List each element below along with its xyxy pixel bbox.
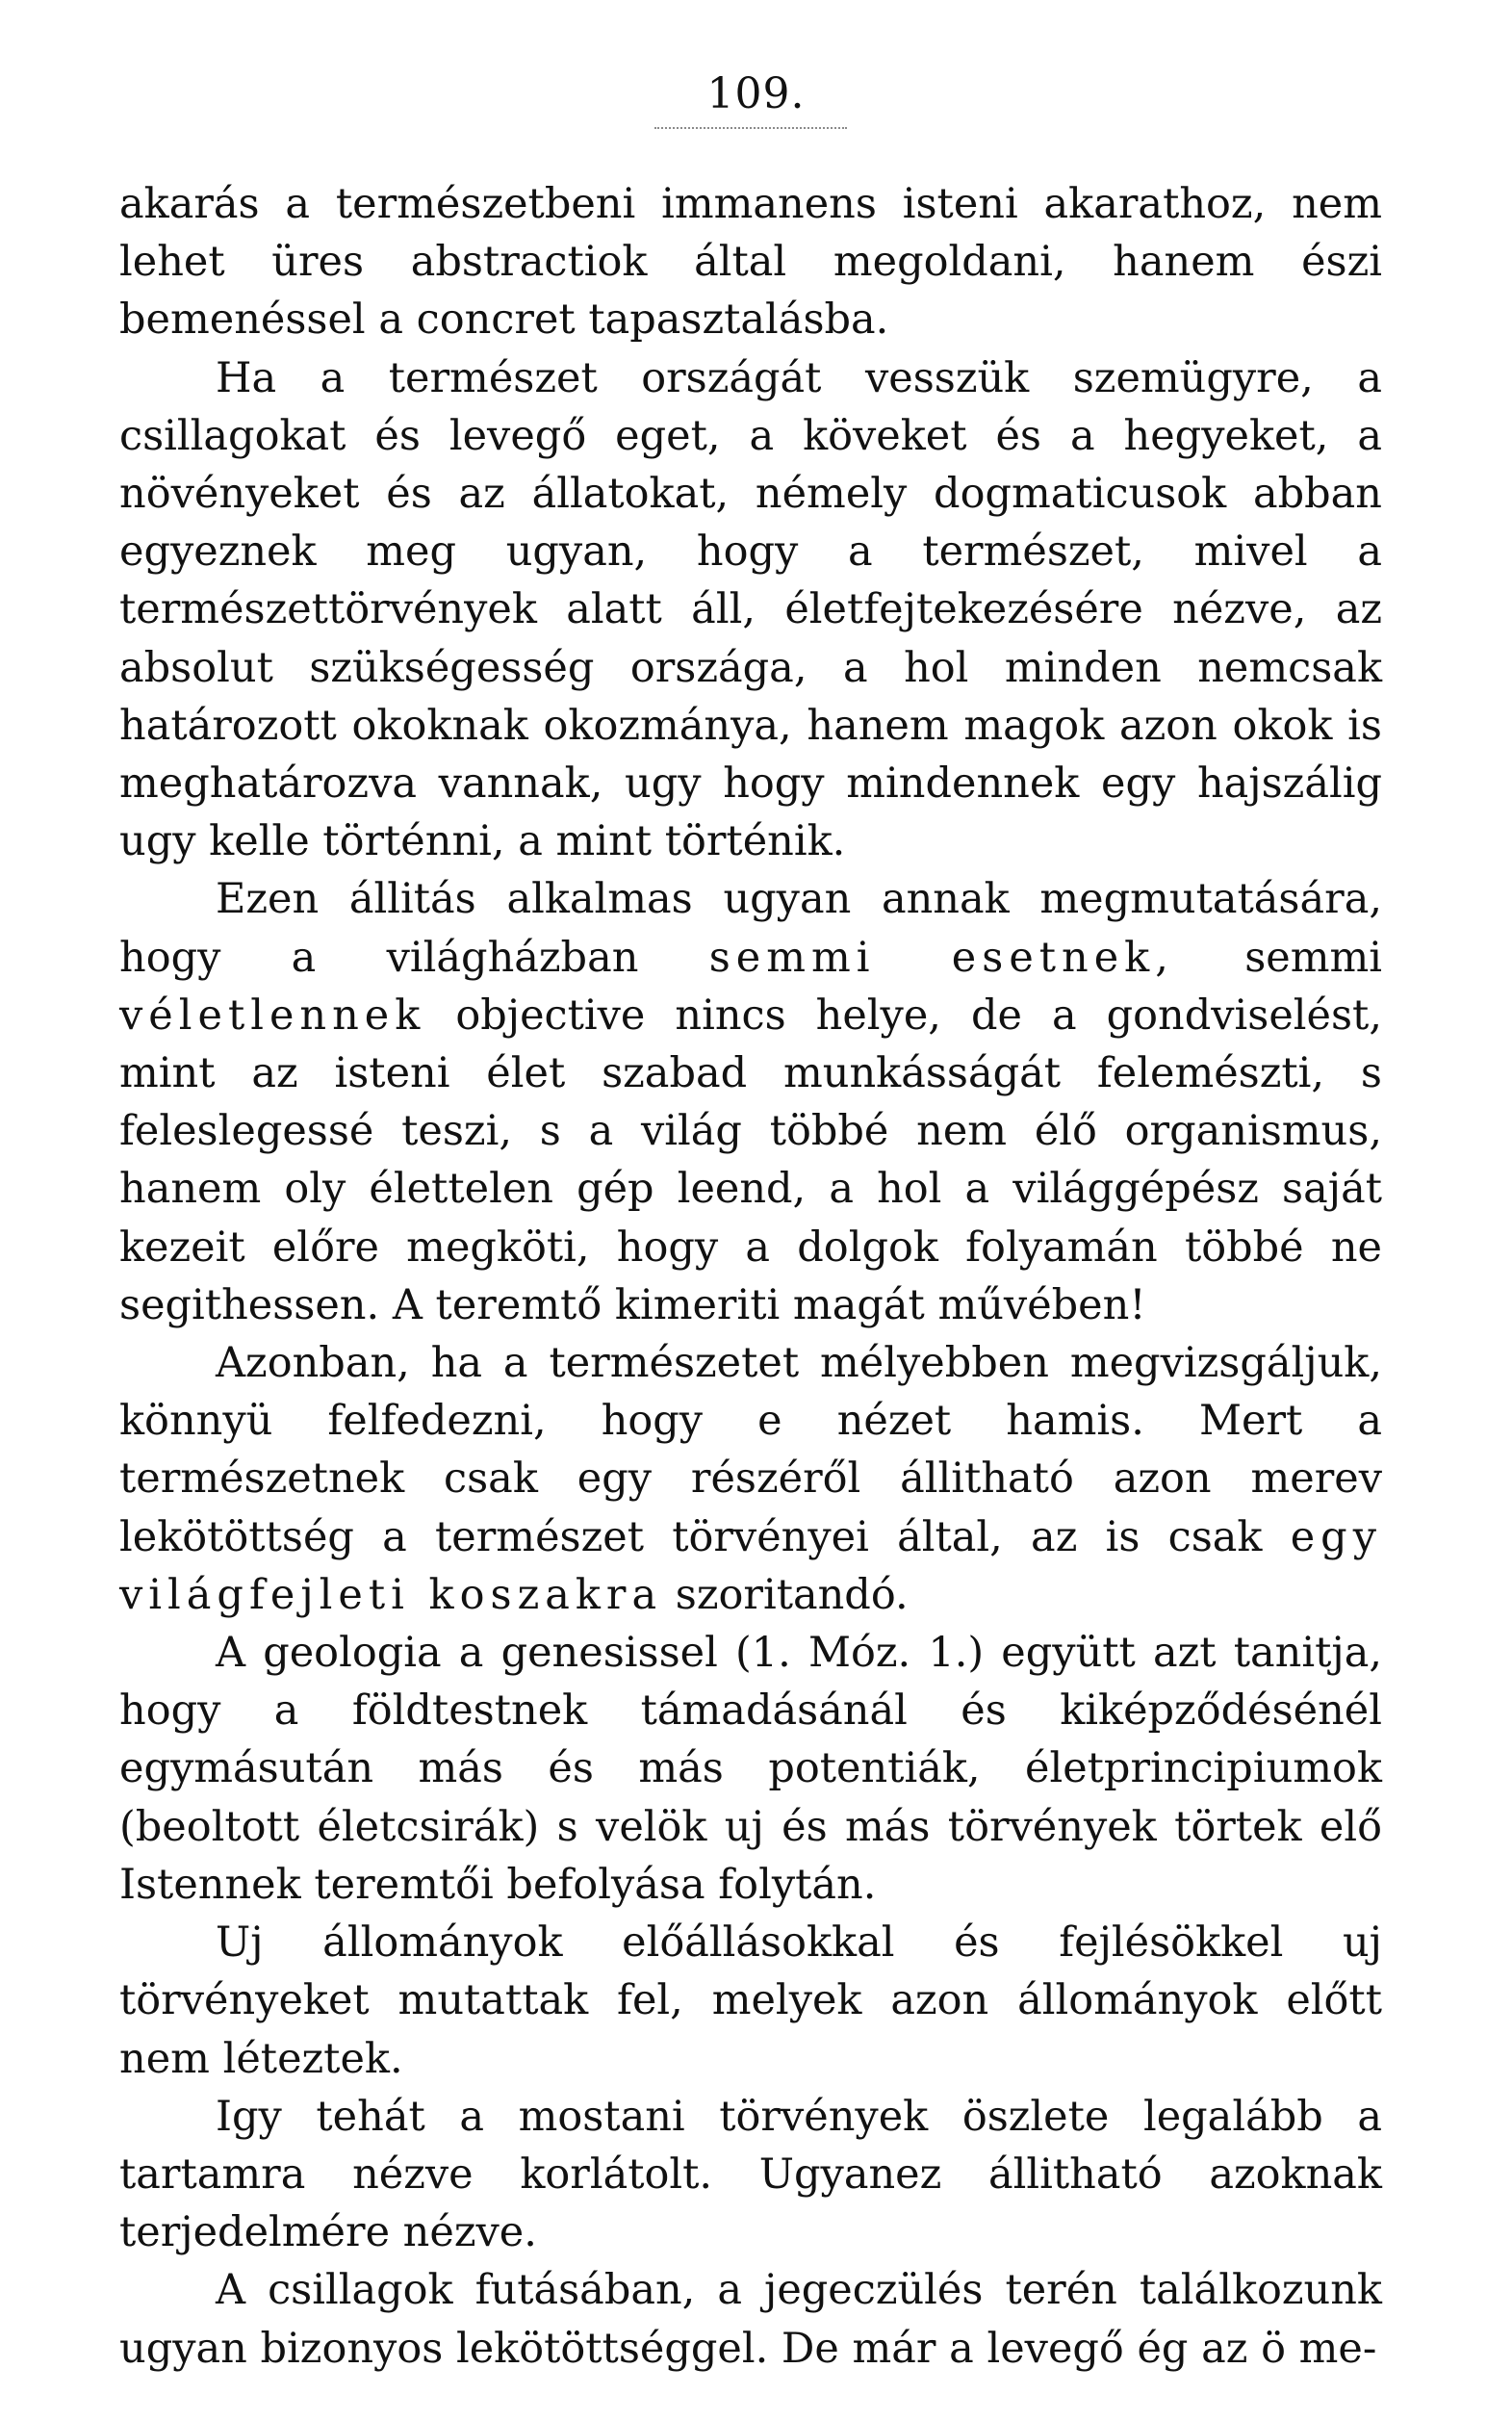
paragraph-7-text: Igy tehát a mostani törvények öszlete legalább a tartamra nézve korlátolt. Ugyanez állitható azoknak terjedelmére nézve. [119, 2092, 1382, 2257]
body-text [119, 175, 1382, 2378]
paragraph-3 [119, 870, 1382, 1334]
paragraph-5 [119, 1624, 1382, 1914]
paragraph-2-text: Ha a természet országát vesszük szemügyre, a csillagokat és levegő eget, a köveket és a hegyeket, a növényeket és az állatokat, némely dogmaticusok abban egyeznek meg ugyan, hogy a természet, mivel a természettörvények alatt áll, életfejtekezésére nézve, az absolut szükségesség országa, a hol minden nemcsak határozott okoknak okozmánya, hanem magok azon okok is meghatározva vannak, ugy hogy mindennek egy hajszálig ugy kelle történni, a mint történik. [119, 353, 1382, 866]
paragraph-5-text: A geologia a genesissel (1. Móz. 1.) együtt azt tanitja, hogy a földtestnek támadásánál és kiképződésénél egymásután más és más potentiák, életprincipiumok (beoltott életcsirák) s velök uj és más törvények törtek elő Istennek teremtői befolyása folytán. [119, 1629, 1382, 1909]
paragraph-8 [119, 2261, 1382, 2377]
paragraph-3-spaced-2: véletlennek [119, 991, 426, 1040]
paragraph-6 [119, 1914, 1382, 2088]
paragraph-3-text-a: Ezen állitás alkalmas ugyan annak megmutatására, hogy a világházban [119, 875, 1382, 982]
paragraph-6-text: Uj állományok előállásokkal és fejlésökkel uj törvényeket mutattak fel, melyek azon állományok előtt nem léteztek. [119, 1918, 1382, 2083]
paragraph-3-text-c: objective nincs helye, de a gondviselést, mint az isteni élet szabad munkásságát felemészti, s feleslegessé teszi, s a világ többé nem élő organismus, hanem oly élettelen gép leend, a hol a világgépész saját kezeit előre megköti, hogy a dolgok folyamán többé ne segithessen. A teremtő kimeriti magát művében! [119, 991, 1382, 1329]
paragraph-4-spaced: egy világfejleti koszakra [119, 1512, 1382, 1619]
paragraph-1-text: akarás a természetbeni immanens isteni akarathoz, nem lehet üres abstractiok által megoldani, hanem észi bemenéssel a concret tapasztalásba. [119, 180, 1382, 345]
paragraph-3-text-b: semmi [1173, 933, 1383, 982]
page-number: 109. [706, 69, 806, 118]
paragraph-8-text: A csillagok futásában, a jegeczülés terén találkozunk ugyan bizonyos lekötöttséggel. De már a levegő ég az ö me- [119, 2266, 1382, 2373]
paragraph-4-text-a: Azonban, ha a természetet mélyebben megvizsgáljuk, könnyü felfedezni, hogy e nézet hamis. Mert a természetnek csak egy részéről állitható azon merev lekötöttség a természet törvényei által, az is csak [119, 1339, 1382, 1561]
paragraph-2 [119, 349, 1382, 871]
paragraph-7 [119, 2088, 1382, 2262]
paragraph-3-spaced-1: semmi esetnek, [708, 933, 1174, 982]
paragraph-1 [119, 175, 1382, 349]
paragraph-4-text-b: szoritandó. [662, 1570, 909, 1619]
paragraph-4 [119, 1334, 1382, 1624]
page-number-rule [654, 127, 847, 129]
